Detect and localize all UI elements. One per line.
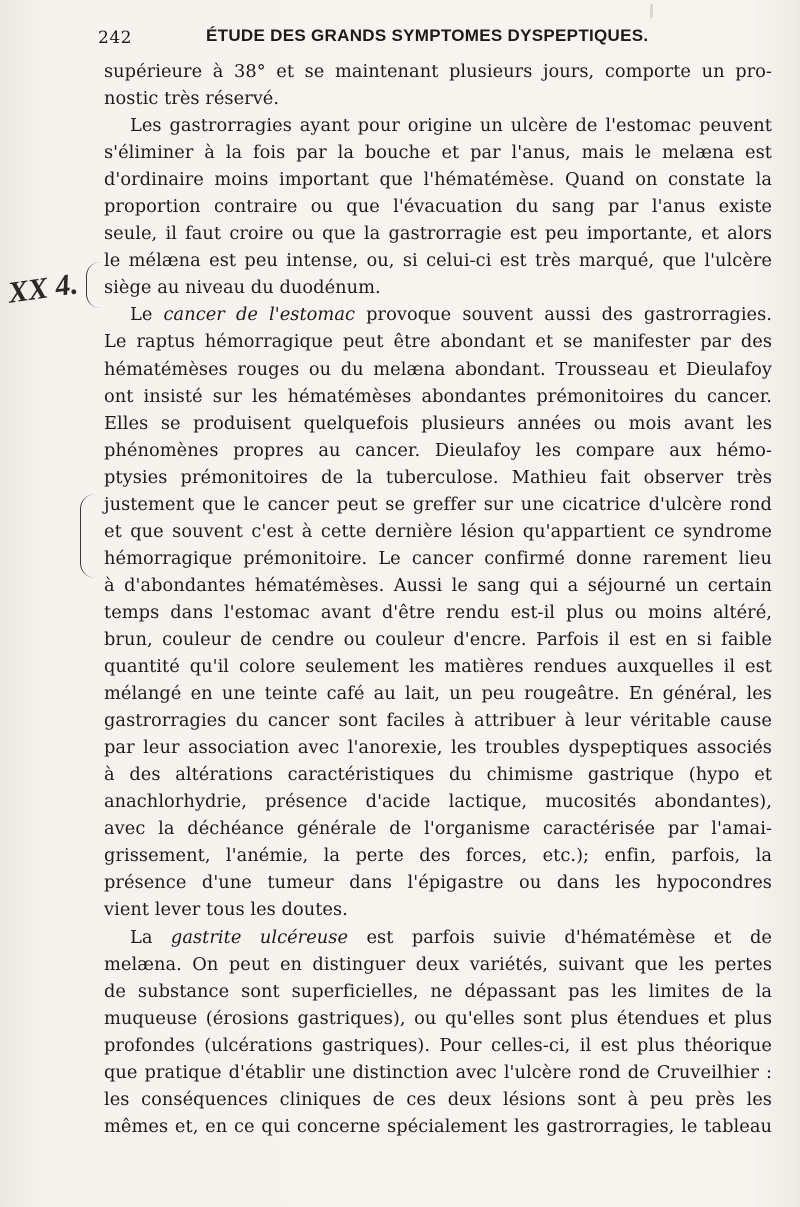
text-line: d'ordinaire moins important que l'hématémèse. Quand on constate la — [104, 169, 772, 191]
text-line: par leur association avec l'anorexie, les troubles dyspeptiques associés — [104, 737, 772, 759]
text-line: nostic très réservé. — [104, 88, 280, 110]
text-line: muqueuse (érosions gastriques), ou qu'elles sont plus étendues et plus — [104, 1007, 772, 1029]
text-line: ont insisté sur les hématémèses abondantes prémonitoires du cancer. — [104, 385, 772, 407]
text-line: justement que le cancer peut se greffer sur une cicatrice d'ulcère rond — [104, 493, 772, 515]
text-line: brun, couleur de cendre ou couleur d'encre. Parfois il est en si faible — [104, 628, 772, 650]
pencil-bracket-mark — [86, 262, 101, 308]
page-number: 242 — [98, 28, 132, 48]
paragraph — [104, 924, 772, 1140]
paragraph-first-line-rest: est parfois suivie d'hématémèse et de — [348, 926, 772, 948]
text-line: mêmes et, en ce qui concerne spécialement les gastrorragies, le tableau — [104, 1115, 772, 1137]
text-line: grissement, l'anémie, la perte des forces, etc.); enfin, parfois, la — [104, 845, 772, 867]
paragraph-lead: Le — [130, 304, 164, 326]
text-line: avec la déchéance générale de l'organisme caractérisée par l'amai- — [104, 818, 772, 840]
text-line: Les gastrorragies ayant pour origine un ulcère de l'estomac peuvent — [130, 115, 772, 137]
handwritten-margin-note: XX 4. — [5, 267, 80, 310]
text-line: phénomènes propres au cancer. Dieulafoy les compare aux hémo- — [104, 439, 772, 461]
text-line: le mélæna est peu intense, ou, si celui-ci est très marqué, que l'ulcère — [104, 250, 772, 272]
text-line: à d'abondantes hématémèses. Aussi le sang qui a séjourné un certain — [104, 574, 772, 596]
text-line: les conséquences cliniques de ces deux lésions sont à peu près les — [104, 1088, 772, 1110]
text-line: Le raptus hémorragique peut être abondant et se manifester par des — [104, 331, 772, 353]
paragraph — [104, 112, 772, 301]
text-line: vient lever tous les doutes. — [104, 899, 348, 921]
text-line: proportion contraire ou que l'évacuation du sang par l'anus existe — [104, 196, 772, 218]
text-line: que pratique d'établir une distinction avec l'ulcère rond de Cruveilhier : — [104, 1061, 772, 1083]
paragraph-lead: La — [130, 926, 171, 948]
text-line — [104, 301, 772, 328]
text-line: mélangé en une teinte café au lait, un peu rougeâtre. En général, les — [104, 683, 772, 705]
text-line: à des altérations caractéristiques du chimisme gastrique (hypo et — [104, 764, 772, 786]
italic-term: gastrite ulcéreuse — [170, 926, 349, 948]
text-line: de substance sont superficielles, ne dépassant pas les limites de la — [104, 980, 772, 1002]
text-line: gastrorragies du cancer sont faciles à attribuer à leur véritable cause — [104, 710, 772, 732]
running-title: ÉTUDE DES GRANDS SYMPTOMES DYSPEPTIQUES. — [206, 26, 649, 45]
paragraph — [104, 301, 772, 923]
text-line: et que souvent c'est à cette dernière lésion qu'appartient ce syndrome — [104, 520, 772, 542]
text-line: présence d'une tumeur dans l'épigastre ou dans les hypocondres — [104, 872, 772, 894]
text-line: supérieure à 38° et se maintenant plusieurs jours, comporte un pro- — [104, 61, 772, 82]
text-line: s'éliminer à la fois par la bouche et par l'anus, mais le melæna est — [104, 142, 772, 164]
text-line: anachlorhydrie, présence d'acide lactique, mucosités abondantes), — [104, 791, 772, 813]
text-line: melæna. On peut en distinguer deux variétés, suivant que les pertes — [104, 953, 772, 975]
text-line: quantité qu'il colore seulement les matières rendues auxquelles il est — [104, 656, 772, 678]
text-line: hémorragique prémonitoire. Le cancer confirmé donne rarement lieu — [104, 547, 772, 569]
paragraph-first-line-rest: provoque souvent aussi des gastrorragies. — [355, 304, 772, 326]
text-line: seule, il faut croire ou que la gastrorragie est peu importante, et alors — [104, 223, 772, 245]
page-header — [98, 24, 778, 52]
pencil-bracket-mark — [80, 494, 95, 578]
text-line: Elles se produisent quelquefois plusieurs années ou mois avant les — [104, 412, 772, 434]
text-line: temps dans l'estomac avant d'être rendu est-il plus ou moins altéré, — [104, 601, 772, 623]
text-line: hématémèses rouges ou du melæna abondant. Trousseau et Dieulafoy — [104, 358, 772, 380]
text-line — [104, 924, 772, 951]
paper-speck — [650, 4, 653, 18]
body-text — [104, 58, 772, 1140]
italic-term: cancer de l'estomac — [163, 304, 356, 326]
text-line: ptysies prémonitoires de la tuberculose. Mathieu fait observer très — [104, 466, 772, 488]
paragraph — [104, 58, 772, 112]
text-line: profondes (ulcérations gastriques). Pour celles-ci, il est plus théorique — [104, 1034, 772, 1056]
text-line: siège au niveau du duodénum. — [104, 277, 381, 299]
